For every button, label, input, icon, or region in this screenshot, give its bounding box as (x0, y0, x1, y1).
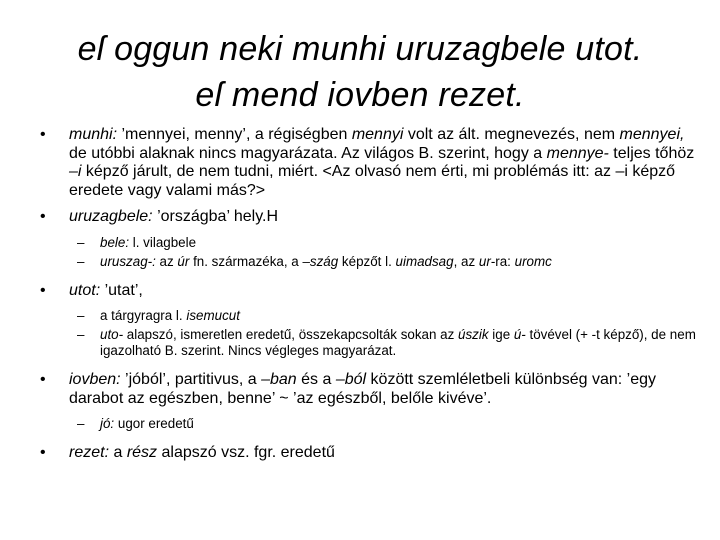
slide-title (0, 26, 720, 118)
text-run: , az (453, 253, 479, 269)
sub-bullet-item (40, 254, 700, 270)
bullet-dot-icon: • (40, 371, 46, 388)
spacer (40, 300, 700, 308)
spacer (40, 227, 700, 235)
text-run: az (155, 253, 178, 269)
text-run: l. vilagbele (129, 234, 197, 250)
italic-term: isemucut (186, 308, 240, 323)
text-run: a tárgyragra l. (100, 308, 187, 323)
text-run: képző járult, de nem tudni, miért. <Az olvasó nem érti, mi problémás itt: az –i képző eredete vagy valami más?> (69, 163, 676, 199)
bullet-item (40, 126, 700, 200)
title-line-2: eſ mend iovben rezet. (195, 76, 525, 114)
sub-bullet-item (40, 308, 700, 324)
italic-term: –ból (335, 371, 367, 388)
text-run: között szemléletbeli különbség van: ’egy darabot az egészben, benne’ ~ ’az egészből, belőle kivéve’. (69, 371, 657, 407)
italic-term: rezet: (69, 444, 110, 461)
italic-term: ú- (513, 327, 526, 342)
bullet-dot-icon: • (40, 281, 46, 299)
spacer (40, 200, 700, 208)
italic-term: uto- (100, 327, 124, 342)
dash-bullet-icon: – (77, 253, 85, 269)
spacer (40, 270, 700, 282)
bullet-item (40, 282, 700, 301)
italic-term: iovben: (69, 371, 121, 388)
text-run: alapszó, ismeretlen eredetű, összekapcsolták sokan az (123, 327, 459, 342)
italic-term: –i (69, 163, 82, 180)
text-run: ugor eredetű (114, 416, 194, 431)
italic-term: bele: (100, 234, 130, 250)
italic-term: mennyei, (619, 126, 685, 143)
text-run: a (109, 444, 127, 461)
bullet-list (40, 126, 700, 463)
italic-term: mennye- (546, 144, 609, 162)
title-line-1: eſ oggun neki munhi uruzagbele utot. (77, 30, 643, 68)
sub-bullet-item (40, 235, 700, 251)
bullet-item (40, 444, 700, 463)
text-run: volt az ált. megnevezés, nem (403, 126, 620, 143)
italic-term: jó: (100, 416, 115, 431)
text-run: ige (488, 327, 514, 342)
text-run: ’országba’ hely.H (152, 208, 279, 225)
sub-bullet-item (40, 327, 700, 359)
italic-term: –ban (261, 371, 297, 388)
italic-term: uruzagbele: (69, 208, 153, 225)
text-run: képzőt l. (338, 253, 396, 269)
italic-term: uruszag-: (100, 253, 156, 269)
text-run: ’jóból’, partitivus, a (120, 371, 262, 388)
italic-term: rész (126, 444, 158, 461)
italic-term: ur (478, 253, 491, 269)
text-run: tövével (+ -t képző), de nem igazolható B. szerint. Nincs végleges magyarázat. (100, 327, 696, 358)
text-run: ’mennyei, menny’, a régiségben (117, 126, 352, 143)
italic-term: úr (177, 253, 190, 269)
italic-term: mennyi (351, 126, 404, 143)
text-run: de utóbbi alaknak nincs magyarázata. Az világos B. szerint, hogy a (69, 144, 547, 162)
italic-term: úszik (458, 327, 489, 342)
text-run: alapszó vsz. fgr. eredetű (157, 444, 335, 461)
dash-bullet-icon: – (77, 416, 85, 431)
bullet-item (40, 208, 700, 227)
text-run: és a (296, 371, 336, 388)
sub-bullet-item (40, 416, 700, 432)
spacer (40, 432, 700, 444)
italic-term: uimadsag (395, 253, 454, 269)
spacer (40, 359, 700, 371)
dash-bullet-icon: – (77, 234, 85, 250)
italic-term: utot: (69, 281, 101, 299)
bullet-dot-icon: • (40, 444, 46, 461)
dash-bullet-icon: – (77, 308, 85, 323)
italic-term: uromc (514, 253, 552, 269)
bullet-dot-icon: • (40, 126, 46, 143)
text-run: -ra: (490, 253, 515, 269)
italic-term: –szág (302, 253, 339, 269)
text-run: fn. származéka, a (189, 253, 303, 269)
bullet-item (40, 371, 700, 408)
dash-bullet-icon: – (77, 327, 85, 342)
italic-term: munhi: (69, 126, 118, 143)
text-run: ’utat’, (100, 281, 143, 299)
bullet-dot-icon: • (40, 208, 46, 225)
spacer (40, 408, 700, 416)
text-run: teljes tőhöz (608, 144, 695, 162)
